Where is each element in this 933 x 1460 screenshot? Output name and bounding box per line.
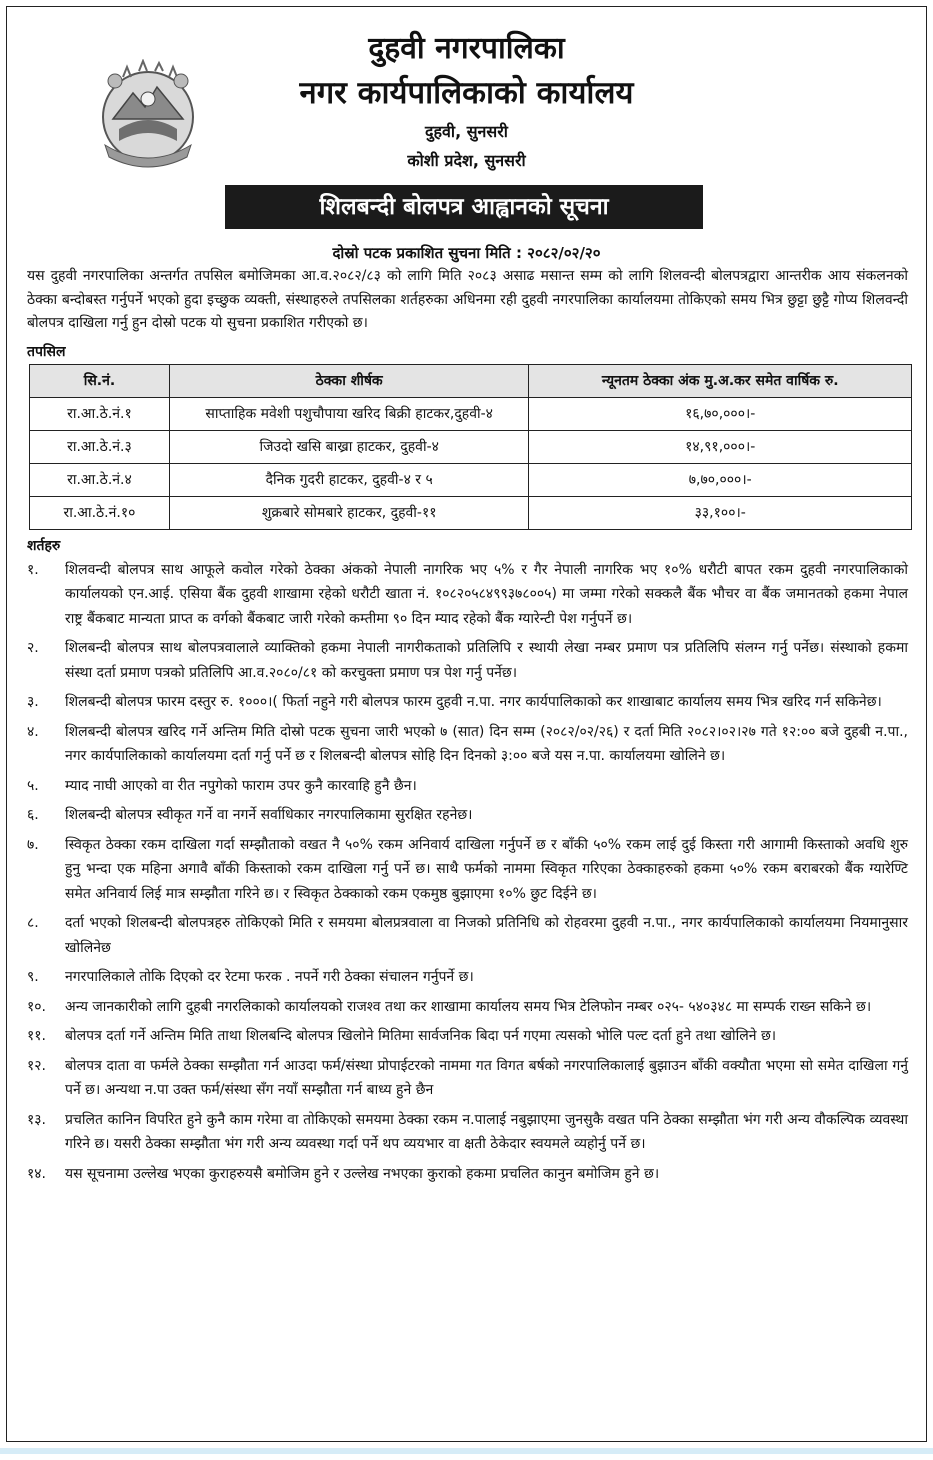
table-cell: रा.आ.ठे.नं.४	[30, 463, 170, 496]
condition-text: शिलबन्दी बोलपत्र फारम दस्तुर रु. १०००।( फिर्ता नहुने गरी बोलपत्र फारम दुहवी न.पा. नगर कार्यपालिकाको कर शाखाबाट कार्यालय समय भित्र खरिद गर्न सकिनेछ।	[65, 694, 882, 710]
table-row	[30, 496, 912, 529]
office-name: नगर कार्यपालिकाको कार्यालय	[299, 75, 634, 111]
condition-item	[27, 774, 908, 799]
column-header: ठेक्का शीर्षक	[169, 364, 529, 397]
address-line-1: दुहवी, सुनसरी	[425, 122, 508, 141]
conditions-label: शर्तहरु	[27, 537, 61, 554]
condition-number: १४.	[27, 1165, 47, 1182]
condition-number: १.	[27, 561, 39, 578]
intro-paragraph: यस दुहवी नगरपालिका अन्तर्गत तपसिल बमोजिमका आ.व.२०८२/८३ को लागि मिति २०८३ असाढ मसान्त सम्म को लागि शिलवन्दी बोलपत्रद्वारा आन्तरीक आय संकलनको ठेक्का बन्दोबस्त गर्नुपर्ने भएको हुदा इच्छुक व्यक्ती, संस्थाहरुले तपसिलका शर्तहरुका अधिनमा रही दुहवी नगरपालिका कार्यालयमा तोकिएको समय भित्र छुट्टा छुट्टै गोप्य शिलवन्दी बोलपत्र दाखिला गर्नु हुन दोस्रो पटक यो सुचना प्रकाशित गरीएको छ।	[27, 268, 908, 331]
condition-item	[27, 833, 908, 907]
condition-number: १०.	[27, 998, 47, 1015]
condition-text: शिलवन्दी बोलपत्र साथ आफूले कवोल गरेको ठेक्का अंकको नेपाली नागरिक भए ५% र गैर नेपाली नागरिक भए १०% धरौटी बापत रकम दुहवी नगरपालिकाको कार्यालयको एन.आई. एसिया बैंक दुहवी शाखामा रहेको धरौटी खाता नं. १०८२०५८४९९३७८००५) मा जम्मा गरेको सक्कलै बैंक भौचर वा बैंक जमानतको हकमा नेपाल राष्ट्र बैंकबाट मान्यता प्राप्त क वर्गको बैंकबाट जारी गरेको कम्तीमा ९० दिन म्याद रहेको बैंक ग्यारेन्टी पेश गर्नुपर्ने छ।	[65, 561, 908, 627]
table-cell: रा.आ.ठे.नं.१०	[30, 496, 170, 529]
table-cell: १६,७०,०००।-	[529, 397, 912, 430]
municipality-name: दुहवी नगरपालिका	[368, 31, 565, 66]
table-cell: ७,७०,०००।-	[529, 463, 912, 496]
condition-item	[27, 636, 908, 685]
condition-number: १२.	[27, 1057, 47, 1074]
column-header: न्यूनतम ठेक्का अंक मु.अ.कर समेत वार्षिक रु.	[529, 364, 912, 397]
condition-text: बोलपत्र दाता वा फर्मले ठेक्का सम्झौता गर्न आउदा फर्म/संस्था प्रोपाईटरको नाममा गत विगत बर्षको नगरपालिकालाई बुझाउन बाँकी वक्यौता भएमा सो समेत दाखिला गर्नु पर्ने छ। अन्यथा न.पा उक्त फर्म/संस्था सँग नयाँ सम्झौता गर्न बाध्य हुने छैन	[65, 1057, 908, 1098]
condition-text: शिलबन्दी बोलपत्र साथ बोलपत्रवालाले व्याक्तिको हकमा नेपाली नागरीकताको प्रतिलिपि र स्थायी लेखा नम्बर प्रमाण पत्र प्रतिलिपि संलग्न गर्नु पर्नेछ। संस्थाको हकमा संस्था दर्ता प्रमाण पत्रको प्रतिलिपि आ.व.२०८०/८१ को करचुक्ता प्रमाण पत्र पेश गर्नु पर्नेछ।	[65, 640, 908, 681]
condition-number: ९.	[27, 969, 39, 985]
table-row	[30, 430, 912, 463]
table-cell: १४,९१,०००।-	[529, 430, 912, 463]
page-bottom-strip	[0, 1448, 933, 1454]
condition-number: ८.	[27, 915, 39, 931]
condition-text: नगरपालिकाले तोकि दिएको दर रेटमा फरक . नपर्ने गरी ठेक्का संचालन गर्नुपर्ने छ।	[65, 969, 474, 985]
table-cell: दैनिक गुदरी हाटकर, दुहवी-४ र ५	[169, 463, 529, 496]
condition-item	[27, 558, 908, 632]
condition-item	[27, 1162, 908, 1187]
condition-text: यस सूचनामा उल्लेख भएका कुराहरुयसै बमोजिम हुने र उल्लेख नभएका कुराको हकमा प्रचलित कानुन बमोजिम हुने छ।	[65, 1165, 660, 1182]
condition-number: २.	[27, 640, 39, 656]
table-cell: जिउदो खसि बाख्रा हाटकर, दुहवी-४	[169, 430, 529, 463]
condition-text: म्याद नाघी आएको वा रीत नपुगेको फाराम उपर कुनै कारवाहि हुनै छैन।	[65, 777, 417, 794]
condition-number: ६.	[27, 807, 39, 823]
condition-item	[27, 690, 908, 715]
condition-number: ४.	[27, 723, 39, 740]
condition-text: शिलबन्दी बोलपत्र खरिद गर्ने अन्तिम मिति दोस्रो पटक सुचना जारी भएको ७ (सात) दिन सम्म (२०८२/०२/२६) र दर्ता मिति २०८२।०२।२७ गते १२:०० बजे दुहबी न.पा., नगर कार्यपालिकाको कार्यालयमा दर्ता गर्नु पर्ने छ र शिलबन्दी बोलपत्र सोहि दिन दिनको ३:०० बजे यस न.पा. कार्यालयमा खोलिने छ।	[65, 723, 908, 764]
condition-number: ११.	[27, 1028, 47, 1044]
table-cell: शुक्रबारे सोमबारे हाटकर, दुहवी-११	[169, 496, 529, 529]
condition-item	[27, 1024, 908, 1049]
table-cell: ३३,१००।-	[529, 496, 912, 529]
table-cell: साप्ताहिक मवेशी पशुचौपाया खरिद बिक्री हाटकर,दुहवी-४	[169, 397, 529, 430]
schedule-label: तपसिल	[27, 343, 66, 360]
notice-document	[6, 6, 927, 1442]
condition-item	[27, 1108, 908, 1157]
condition-number: ७.	[27, 836, 39, 853]
condition-text: दर्ता भएको शिलबन्दी बोलपत्रहरु तोकिएको मिति र समयमा बोलप्रत्रवाला वा निजको प्रतिनिधि को रोहवरमा दुहवी न.पा., नगर कार्यपालिकाको कार्यालयमा नियमानुसार खोलिनेछ	[65, 915, 908, 956]
table-cell: रा.आ.ठे.नं.३	[30, 430, 170, 463]
table-row	[30, 397, 912, 430]
condition-text: बोलपत्र दर्ता गर्ने अन्तिम मिति ताथा शिलबन्दि बोलपत्र खिलोने मितिमा सार्वजनिक बिदा पर्न गएमा त्यसको भोलि पल्ट दर्ता हुने तथा खोलिने छ।	[65, 1028, 777, 1044]
table-header-row	[30, 364, 912, 397]
condition-item	[27, 803, 908, 828]
notice-title-banner: शिलबन्दी बोलपत्र आह्वानको सूचना	[225, 185, 703, 229]
condition-text: शिलबन्दी बोलपत्र स्वीकृत गर्ने वा नगर्ने सर्वाधिकार नगरपालिकामा सुरक्षित रहनेछ।	[65, 807, 473, 823]
column-header: सि.नं.	[30, 364, 170, 397]
condition-item	[27, 965, 908, 990]
condition-item	[27, 720, 908, 769]
table-cell: रा.आ.ठे.नं.१	[30, 397, 170, 430]
address-line-2: कोशी प्रदेश, सुनसरी	[407, 151, 526, 170]
table-row	[30, 463, 912, 496]
condition-number: ५.	[27, 777, 39, 794]
condition-text: स्विकृत ठेक्का रकम दाखिला गर्दा सम्झौताको वखत नै ५०% रकम अनिवार्य दाखिला गर्नुपर्ने छ र बाँकी ५०% रकम लाई दुई किस्ता गरी आगामी किस्ताको अवधि शुरु हुनु भन्दा एक महिना अगावै बाँकी किस्ताको रकम दाखिला गर्नु पर्ने छ। साथै फर्मको नाममा स्विकृत गरिएका ठेक्काहरुको हकमा ५०% रकम बराबरको बैंक ग्यारेण्टि समेत अनिवार्य लिई मात्र सम्झौता गरिने छ। र स्विकृत ठेक्काको रकम एकमुष्ठ बुझाएमा १०% छुट दिईने छ।	[65, 836, 908, 902]
condition-text: अन्य जानकारीको लागि दुहबी नगरलिकाको कार्यालयको राजश्व तथा कर शाखामा कार्यालय समय भित्र टेलिफोन नम्बर ०२५- ५४०३४८ मा सम्पर्क राख्न सकिने छ।	[65, 998, 872, 1015]
tender-table	[29, 364, 912, 530]
condition-item	[27, 995, 908, 1020]
condition-number: ३.	[27, 694, 39, 710]
condition-item	[27, 1054, 908, 1103]
conditions-list	[7, 558, 926, 1187]
condition-item	[27, 911, 908, 960]
condition-number: १३.	[27, 1111, 47, 1128]
notice-header	[7, 7, 926, 239]
condition-text: प्रचलित कानिन विपरित हुने कुनै काम गरेमा वा तोकिएको समयमा ठेक्का रकम न.पालाई नबुझाएमा जुनसुकै वखत पनि ठेक्का सम्झौता भंग गरी अन्य वौकल्पिक व्यवस्था गरिने छ। यसरी ठेक्का सम्झौता भंग गरी अन्य व्यवस्था गर्दा पर्ने थप व्ययभार वा क्षती ठेकेदार स्वयमले व्यहोर्नु पर्ने छ।	[65, 1111, 908, 1152]
published-date: दोस्रो पटक प्रकाशित सुचना मिति : २०८२/०२/२०	[332, 244, 601, 262]
